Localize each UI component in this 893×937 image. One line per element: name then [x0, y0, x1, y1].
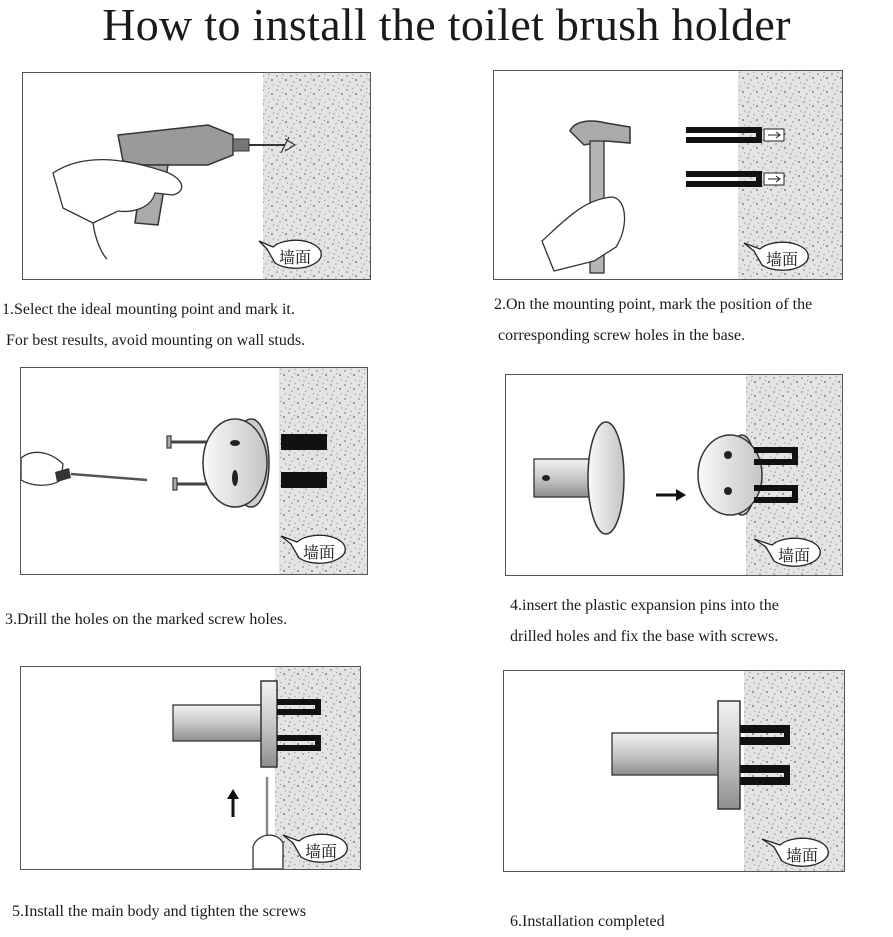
step-5-line-1: 5.Install the main body and tighten the screws	[12, 903, 307, 920]
svg-text:墙面: 墙面	[766, 250, 799, 269]
step-1-caption	[2, 294, 305, 356]
arrow-up-icon	[227, 789, 239, 817]
step-4-caption	[510, 590, 779, 652]
hand-icon	[542, 197, 625, 271]
step-2-caption	[494, 289, 812, 351]
step-5-illustration	[20, 666, 361, 870]
step-3-caption	[5, 604, 287, 635]
holder-body-icon	[534, 422, 624, 534]
svg-text:墙面: 墙面	[305, 842, 338, 861]
svg-text:墙面: 墙面	[279, 248, 312, 267]
svg-text:墙面: 墙面	[303, 543, 336, 562]
step-2-illustration	[493, 70, 843, 280]
step-2-line-1: 2.On the mounting point, mark the position of the	[494, 296, 813, 313]
step-5-caption	[12, 896, 306, 927]
step-2-line-2: corresponding screw holes in the base.	[498, 327, 746, 344]
step-6-line-1: 6.Installation completed	[510, 913, 665, 930]
page-title: How to install the toilet brush holder	[102, 0, 791, 50]
step-1-line-2: For best results, avoid mounting on wall studs.	[6, 332, 306, 349]
screwdriver-icon	[21, 452, 147, 485]
step-1-illustration	[22, 72, 371, 280]
hand-icon	[53, 160, 182, 259]
step-1-line-1: 1.Select the ideal mounting point and mark it.	[2, 301, 295, 318]
step-4-line-2: drilled holes and fix the base with screws.	[510, 628, 779, 645]
arrow-right-icon	[656, 489, 686, 501]
step-4-illustration	[505, 374, 843, 576]
base-plate-icon	[698, 435, 762, 515]
holder-body-icon	[173, 681, 277, 767]
svg-text:墙面: 墙面	[778, 546, 811, 565]
base-plate-icon	[203, 419, 269, 507]
step-6-illustration	[503, 670, 845, 872]
step-3-line-1: 3.Drill the holes on the marked screw holes.	[5, 611, 288, 628]
svg-text:墙面: 墙面	[786, 846, 819, 865]
step-6-caption	[510, 906, 665, 937]
step-3-illustration	[20, 367, 368, 575]
step-4-line-1: 4.insert the plastic expansion pins into the	[510, 597, 779, 614]
holder-body-icon	[612, 701, 740, 809]
